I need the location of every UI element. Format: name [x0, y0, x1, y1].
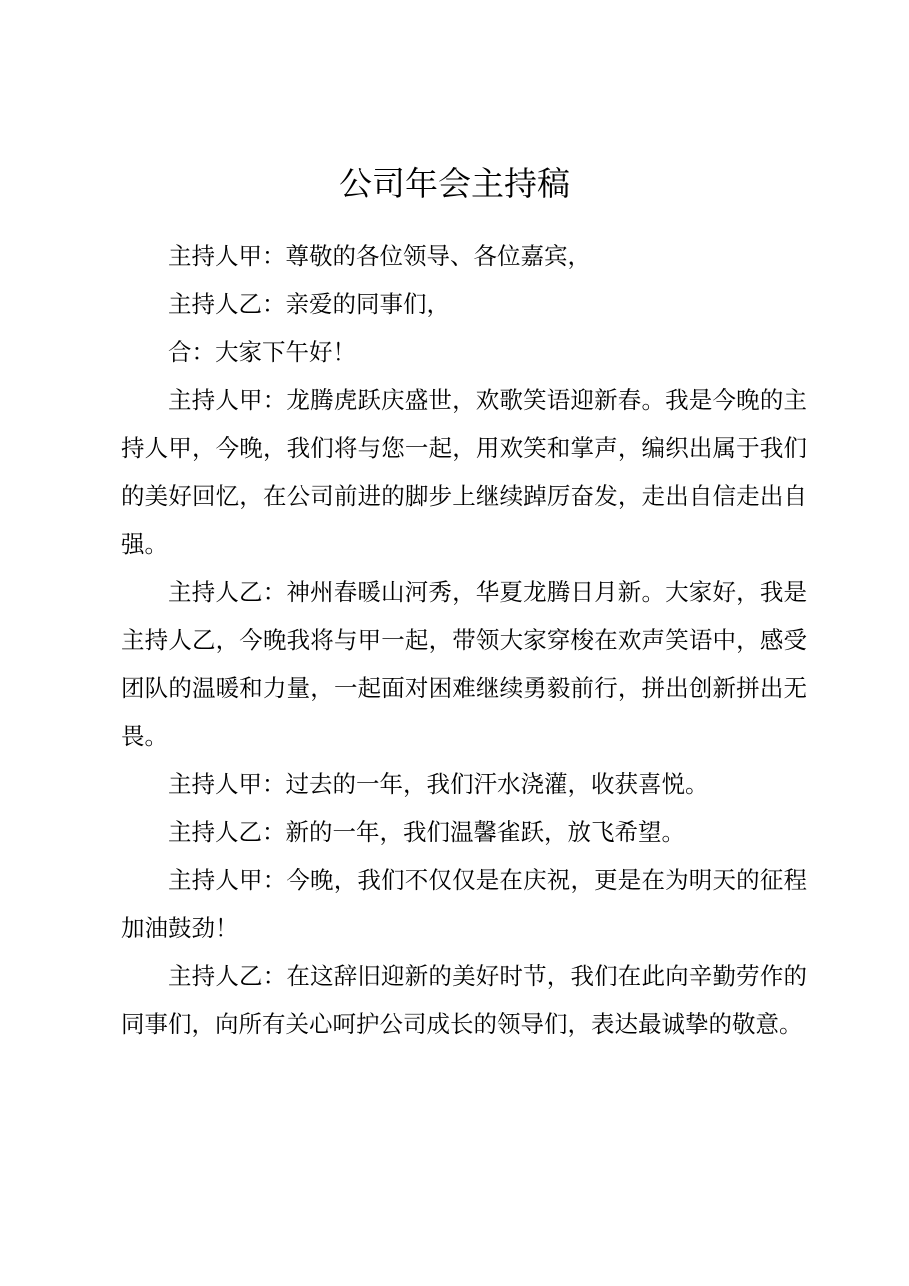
paragraph-7: 主持人乙：新的一年，我们温馨雀跃，放飞希望。 [168, 818, 685, 846]
paragraph-5: 主持人乙：神州春暖山河秀，华夏龙腾日月新。大家好，我是主持人乙，今晚我将与甲一起，带领大家穿梭在欢声笑语中，感受团队的温暖和力量，一起面对困难继续勇毅前行，拼出创新拼出无畏。 [121, 578, 807, 750]
page-title: 公司年会主持稿 [339, 164, 570, 203]
paragraph-4: 主持人甲：龙腾虎跃庆盛世，欢歌笑语迎新春。我是今晚的主持人甲，今晚，我们将与您一起，用欢笑和掌声，编织出属于我们的美好回忆，在公司前进的脚步上继续踔厉奋发，走出自信走出自强。 [121, 386, 807, 558]
paragraph-3: 合：大家下午好！ [168, 338, 356, 366]
document-body [121, 232, 807, 1048]
paragraph-8: 主持人甲：今晚，我们不仅仅是在庆祝，更是在为明天的征程加油鼓劲！ [121, 866, 807, 942]
paragraph-1: 主持人甲：尊敬的各位领导、各位嘉宾， [168, 242, 591, 270]
paragraph-2: 主持人乙：亲爱的同事们， [168, 290, 450, 318]
paragraph-9: 主持人乙：在这辞旧迎新的美好时节，我们在此向辛勤劳作的同事们，向所有关心呵护公司成长的领导们，表达最诚挚的敬意。 [121, 962, 807, 1038]
paragraph-6: 主持人甲：过去的一年，我们汗水浇灌，收获喜悦。 [168, 770, 709, 798]
